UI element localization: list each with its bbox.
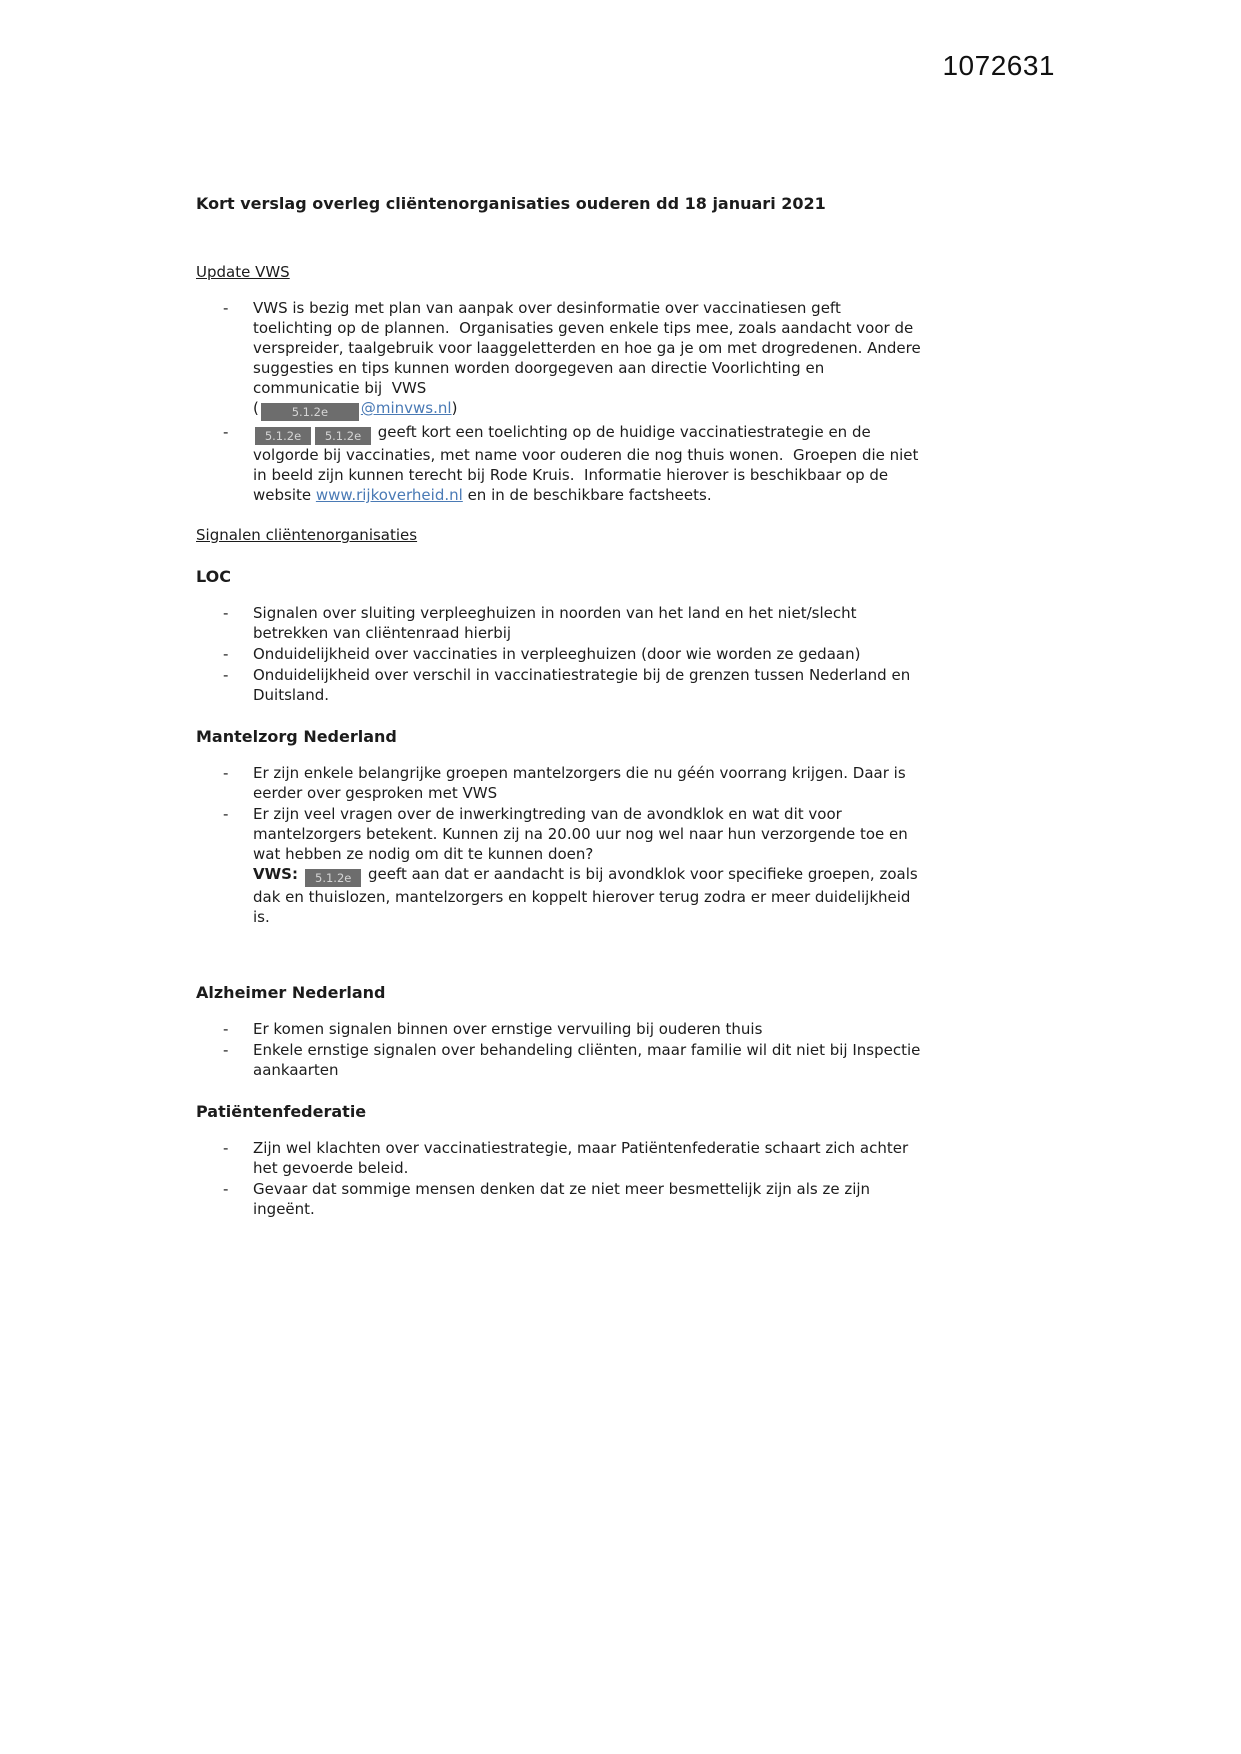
bold-text-run: VWS: xyxy=(253,865,304,883)
list-item xyxy=(253,644,922,664)
redaction-box: 5.1.2e xyxy=(315,427,371,445)
list-item xyxy=(253,1179,922,1219)
list-item xyxy=(253,298,926,421)
patientenfederatie-bullet-list xyxy=(196,1138,922,1219)
list-item xyxy=(253,422,922,505)
update-vws-bullet-list xyxy=(196,298,926,505)
page-title: Kort verslag overleg cliëntenorganisaties ouderen dd 18 januari 2021 xyxy=(196,194,826,213)
text-run: Er komen signalen binnen over ernstige vervuiling bij ouderen thuis xyxy=(253,1020,763,1038)
bullet-text xyxy=(253,763,922,803)
document-number: 1072631 xyxy=(942,50,1055,81)
bullet-text xyxy=(253,422,922,505)
bullet-text xyxy=(253,804,922,927)
section-heading-signalen: Signalen cliëntenorganisaties xyxy=(196,526,418,544)
text-run: en in de beschikbare factsheets. xyxy=(462,486,712,504)
bullet-text xyxy=(253,298,926,421)
text-run: Zijn wel klachten over vaccinatiestrategie, maar Patiëntenfederatie schaart zich achter het gevoerde beleid. xyxy=(253,1139,913,1177)
bullet-text xyxy=(253,1040,926,1080)
bullet-text xyxy=(253,644,922,664)
subsection-heading-patientenfederatie: Patiëntenfederatie xyxy=(196,1102,367,1121)
text-run: geeft kort een toelichting op de huidige vaccinatiestrategie en de volgorde bij vaccinaties, met name voor ouderen die nog thuis wonen. Groepen die niet in beeld zijn kunnen terecht bij Rode Kruis. Informatie hierover is beschikbaar op de website xyxy=(253,423,924,504)
bullet-text xyxy=(253,1179,922,1219)
list-item xyxy=(253,1138,922,1178)
text-run: geeft aan dat er aandacht is bij avondklok voor specifieke groepen, zoals dak en thuislozen, mantelzorgers en koppelt hierover terug zodra er meer duidelijkheid is. xyxy=(253,865,923,926)
list-item xyxy=(253,1019,922,1039)
subsection-heading-mantelzorg-nederland: Mantelzorg Nederland xyxy=(196,727,397,746)
list-item xyxy=(253,763,922,803)
bullet-text xyxy=(253,665,922,705)
text-run: ) xyxy=(451,399,458,417)
bullet-text xyxy=(253,603,922,643)
mantelzorg-bullet-list xyxy=(196,763,922,927)
document-content xyxy=(196,194,926,1237)
section-heading-update-vws: Update VWS xyxy=(196,263,290,281)
list-item xyxy=(253,603,922,643)
subsection-heading-alzheimer-nederland: Alzheimer Nederland xyxy=(196,983,386,1002)
text-run: Enkele ernstige signalen over behandeling cliënten, maar familie wil dit niet bij Inspectie aankaarten xyxy=(253,1041,926,1079)
text-run: Er zijn enkele belangrijke groepen mantelzorgers die nu géén voorrang krijgen. Daar is eerder over gesproken met VWS xyxy=(253,764,911,802)
text-run: Onduidelijkheid over verschil in vaccinatiestrategie bij de grenzen tussen Nederland en Duitsland. xyxy=(253,666,915,704)
hyperlink[interactable]: www.rijkoverheid.nl xyxy=(315,486,463,504)
alzheimer-bullet-list xyxy=(196,1019,926,1080)
text-run: ( xyxy=(253,399,259,417)
redaction-box: 5.1.2e xyxy=(261,403,359,421)
text-run: Gevaar dat sommige mensen denken dat ze niet meer besmettelijk zijn als ze zijn ingeënt. xyxy=(253,1180,875,1218)
text-run: Onduidelijkheid over vaccinaties in verpleeghuizen (door wie worden ze gedaan) xyxy=(253,645,861,663)
list-item xyxy=(253,1040,926,1080)
hyperlink[interactable]: @minvws.nl xyxy=(360,399,452,417)
bullet-text xyxy=(253,1019,922,1039)
loc-bullet-list xyxy=(196,603,922,705)
bullet-text xyxy=(253,1138,922,1178)
redaction-box: 5.1.2e xyxy=(255,427,311,445)
list-item xyxy=(253,665,922,705)
list-item xyxy=(253,804,922,927)
text-run: Er zijn veel vragen over de inwerkingtreding van de avondklok en wat dit voor mantelzorgers betekent. Kunnen zij na 20.00 uur nog wel naar hun verzorgende toe en wat hebben ze nodig om dit te kunnen doen? xyxy=(253,805,913,863)
text-run: VWS is bezig met plan van aanpak over desinformatie over vaccinatiesen geft toelichting op de plannen. Organisaties geven enkele tips mee, zoals aandacht voor de verspreider, taalgebruik voor laaggeletterden en hoe ga je om met drogredenen. Andere suggesties en tips kunnen worden doorgegeven aan directie Voorlichting en communicatie bij VWS xyxy=(253,299,926,397)
redaction-box: 5.1.2e xyxy=(305,869,361,887)
subsection-heading-loc: LOC xyxy=(196,567,231,586)
text-run: Signalen over sluiting verpleeghuizen in noorden van het land en het niet/slecht betrekken van cliëntenraad hierbij xyxy=(253,604,862,642)
